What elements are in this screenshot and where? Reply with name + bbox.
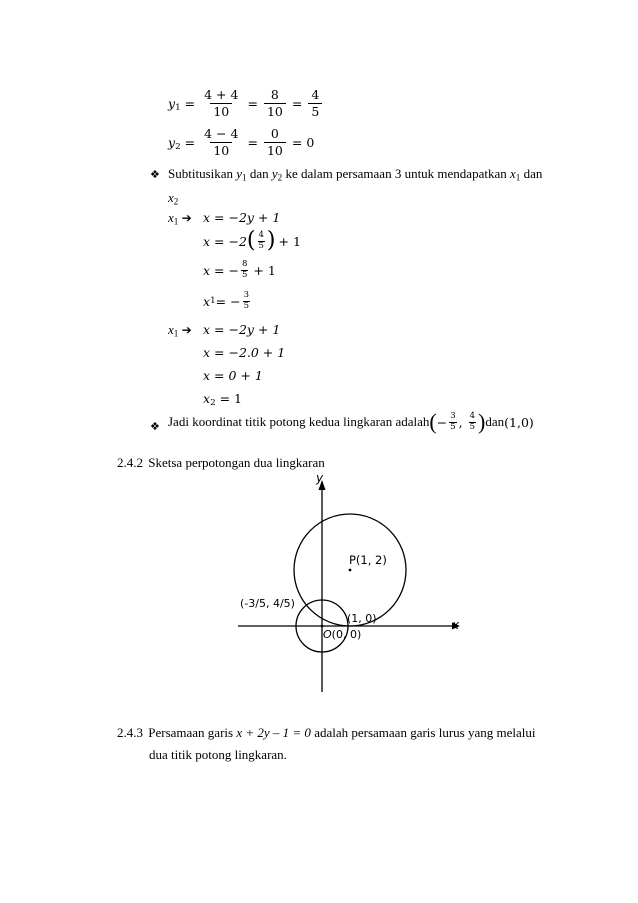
block1-line4-frac: $\frac{3}{5}$ xyxy=(243,290,249,311)
diamond-bullet-icon: ❖ xyxy=(150,168,160,181)
conclusion-frac-y: $\frac{4}{5}$ xyxy=(469,410,476,432)
origin-point xyxy=(321,625,324,628)
eq-y2-frac1: $\frac{4 - 4}{10}$ xyxy=(204,126,239,159)
block1-line1: x = −2y + 1 xyxy=(203,210,281,225)
point-p-label: P(1, 2) xyxy=(349,553,387,567)
bullet-substitution-continued: $x_2$ xyxy=(168,190,179,207)
intersection-label: (-3/5, 4/5) xyxy=(240,597,295,610)
y-axis-label: y xyxy=(316,471,324,485)
bullet-substitution-text: Subtitusikan $y_1$ dan $y_2$ ke dalam persamaan 3 untuk mendapatkan $x_1$ dan xyxy=(168,166,543,183)
eq-y2-lhs-sub: 2 xyxy=(175,142,181,153)
section-2-4-3-line2: dua titik potong lingkaran. xyxy=(149,747,287,762)
x-axis-label: x xyxy=(452,618,460,632)
section-2-4-3-line1: 2.4.3 Persamaan garis x + 2y – 1 = 0 adalah persamaan garis lurus yang melalui xyxy=(117,725,536,740)
block1-line2-frac: $\frac{4}{5}$ xyxy=(258,229,264,251)
equation-y2: $y_2$ = $\frac{4 - 4}{10}$ = $\frac{0}{10}$ = 0 xyxy=(168,126,315,159)
eq-y1-frac2: $\frac{8}{10}$ xyxy=(264,88,286,120)
point-1-0-label: (1, 0) xyxy=(347,612,377,625)
eq-y1-frac3: $\frac{4}{5}$ xyxy=(308,88,322,120)
block1-line4: x 1 = − $\frac{3}{5}$ xyxy=(203,290,249,311)
eq-y2-frac2: $\frac{0}{10}$ xyxy=(264,127,286,159)
arrow-right-icon: ➔ xyxy=(181,323,192,337)
block2-label: $x_1$ ➔ xyxy=(168,322,192,339)
bullet-conclusion: Jadi koordinat titik potong kedua lingkaran adalah ( − $\frac{3}{5}$ , $\frac{4}{5}$ ) dan (1,0) xyxy=(168,409,534,434)
eq-y1-frac1: $\frac{4 + 4}{10}$ xyxy=(204,87,239,120)
origin-label: O(0, 0) xyxy=(323,628,362,641)
circle-intersection-figure xyxy=(230,470,470,700)
equation-y1: $y_1$ = $\frac{4 + 4}{10}$ = $\frac{8}{10}$ = $\frac{4}{5}$ xyxy=(168,88,324,120)
block2-line3: x = 0 + 1 xyxy=(203,368,263,383)
diamond-bullet-icon: ❖ xyxy=(150,420,160,433)
eq-y1-lhs: y xyxy=(168,96,176,112)
block1-label: $x_1$ ➔ xyxy=(168,210,192,227)
block1-line2: x = −2 ( $\frac{4}{5}$ ) + 1 xyxy=(203,228,301,253)
center-point-p xyxy=(349,569,352,572)
block1-line3-frac: $\frac{8}{5}$ xyxy=(241,259,248,280)
block2-line1: x = −2y + 1 xyxy=(203,322,281,337)
arrow-right-icon: ➔ xyxy=(181,211,192,225)
block1-line3: x = − $\frac{8}{5}$ + 1 xyxy=(203,259,276,280)
eq-y2-lhs: y xyxy=(168,135,176,151)
eq-y2-rhs: 0 xyxy=(306,135,315,151)
block2-line2: x = −2.0 + 1 xyxy=(203,345,286,360)
section-heading-2-4-2: 2.4.2 Sketsa perpotongan dua lingkaran xyxy=(117,455,325,470)
block2-line4: $x_2 = 1$ xyxy=(203,391,243,409)
conclusion-frac-x: $\frac{3}{5}$ xyxy=(450,410,456,432)
eq-y1-lhs-sub: 1 xyxy=(175,103,181,114)
